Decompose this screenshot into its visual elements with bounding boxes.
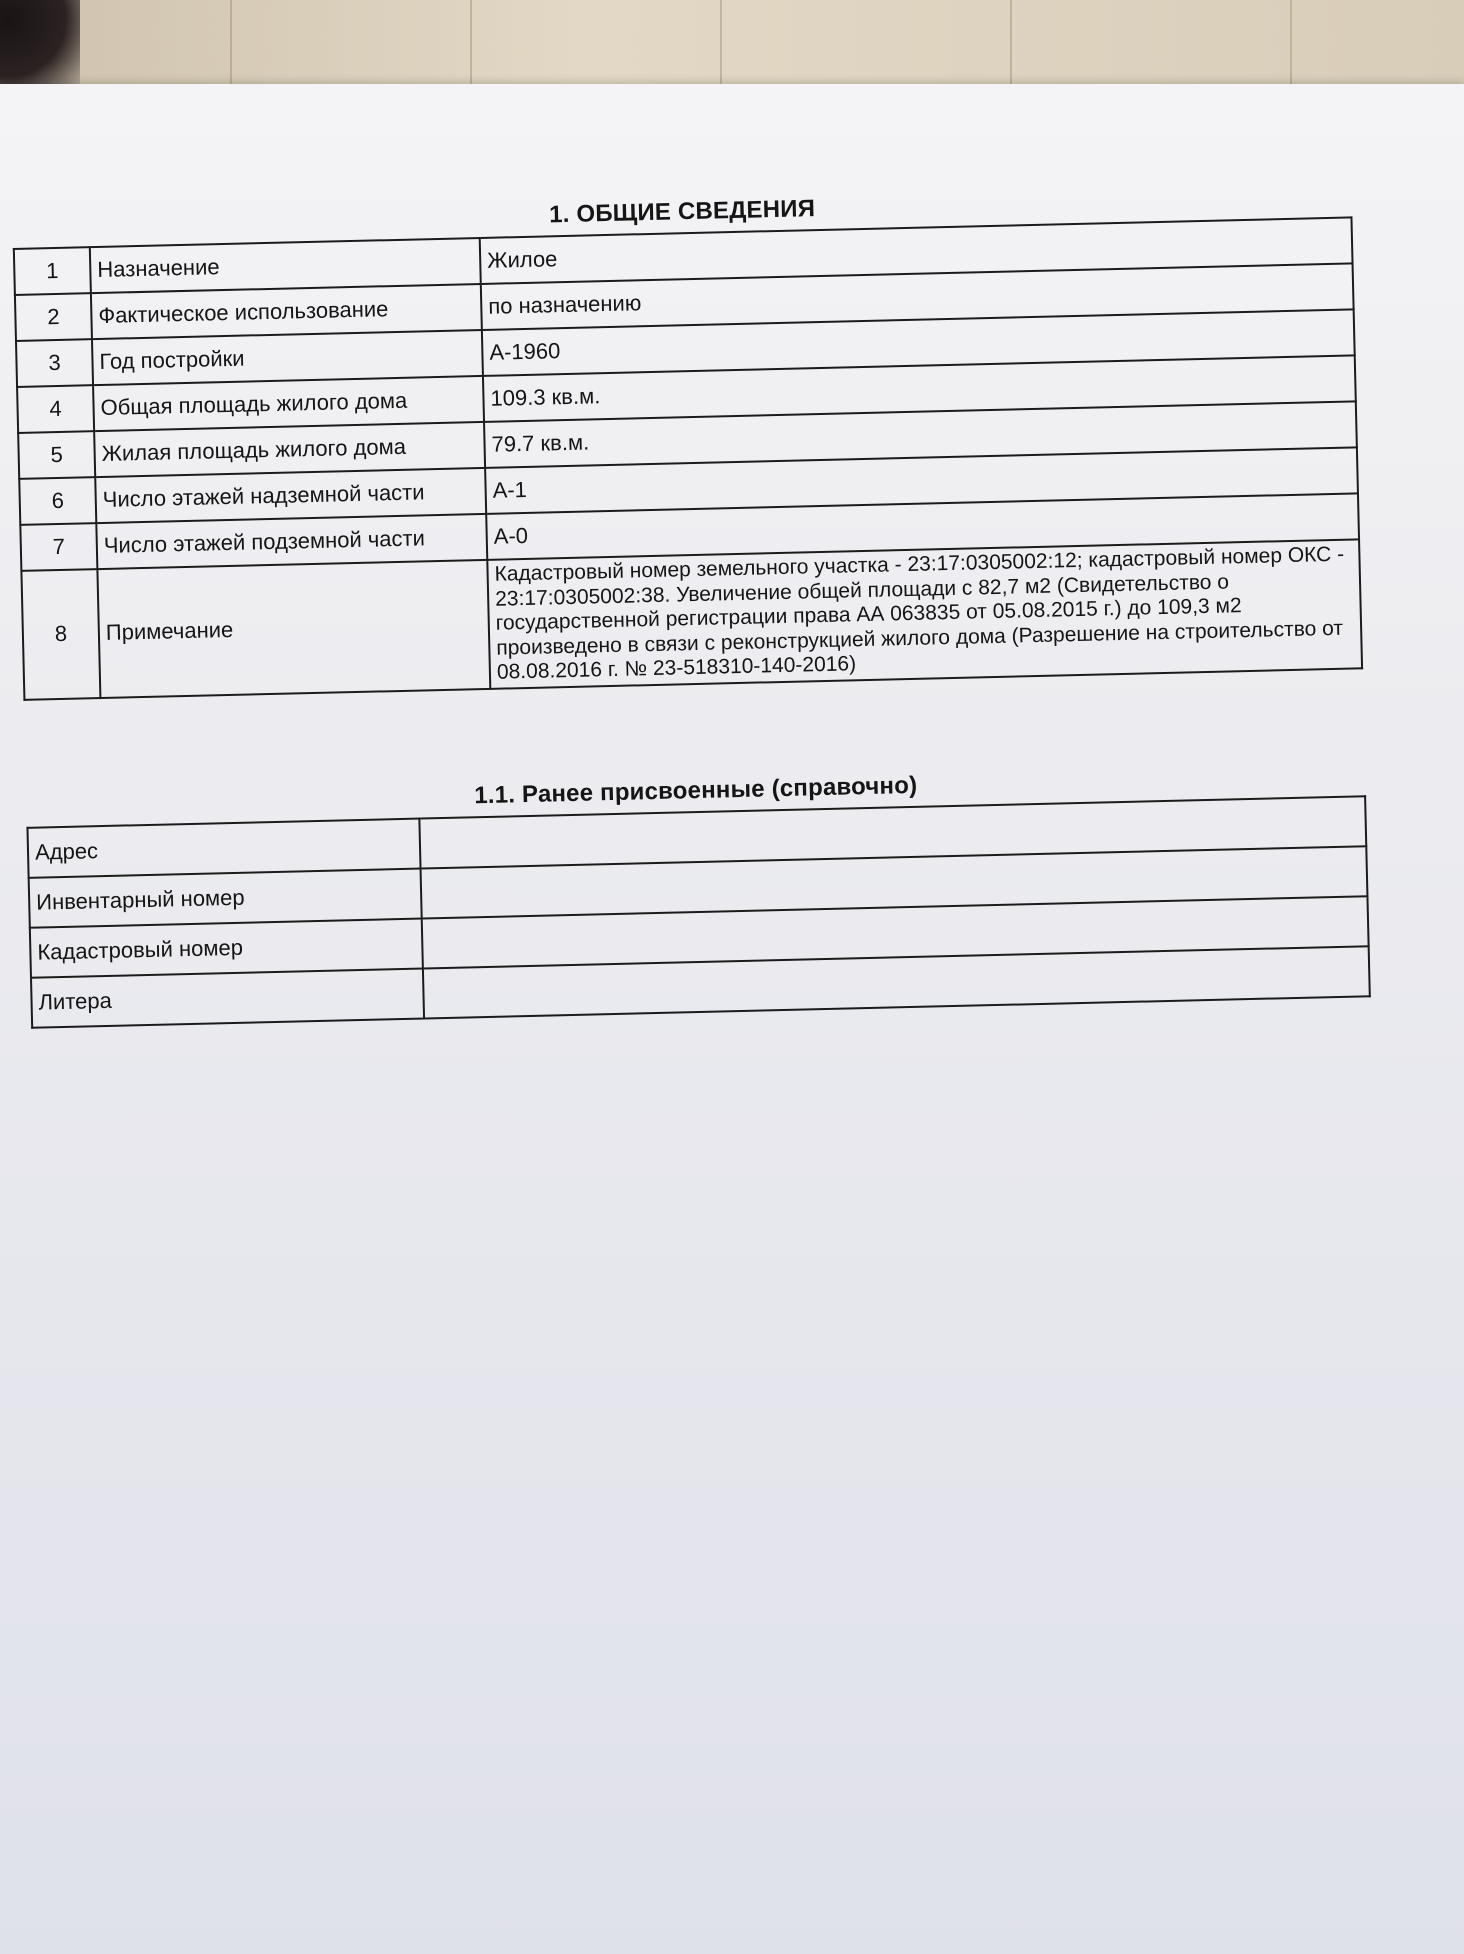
row-label: Примечание bbox=[97, 560, 490, 698]
row-number: 2 bbox=[15, 293, 92, 341]
row-value: 109.3 кв.м. bbox=[483, 355, 1356, 422]
row-label: Число этажей надземной части bbox=[95, 468, 486, 523]
row-label: Литера bbox=[31, 968, 424, 1027]
row-label: Инвентарный номер bbox=[29, 868, 422, 927]
row-value: 79.7 кв.м. bbox=[484, 401, 1357, 468]
row-value: А-1 bbox=[485, 447, 1358, 514]
row-number: 4 bbox=[17, 385, 94, 433]
row-number: 7 bbox=[20, 523, 97, 571]
row-number: 8 bbox=[21, 569, 100, 700]
row-value: по назначению bbox=[481, 263, 1354, 330]
row-value: А-1960 bbox=[482, 309, 1355, 376]
note-text: Кадастровый номер земельного участка - 23:17:0305002:12; кадастровый номер ОКС - 23:17:0305002:38. Увеличение общей площади с 82,7 м2 (Свидетельство о государственной регистрации права АА 063835 от 05.08.2015 г.) до 109,3 м2 произведено в связи с реконструкцией жилого дома (Разрешение на строительство от 08.08.2016 г. № 23-518310-140-2016) bbox=[487, 539, 1362, 688]
row-label: Назначение bbox=[90, 238, 481, 293]
row-label: Год постройки bbox=[92, 330, 483, 385]
row-label: Число этажей подземной части bbox=[96, 514, 487, 569]
paper-sheet bbox=[0, 84, 1464, 1954]
dark-object bbox=[0, 0, 80, 95]
row-number: 1 bbox=[14, 247, 91, 295]
row-value: Жилое bbox=[480, 217, 1353, 284]
row-label: Фактическое использование bbox=[91, 284, 482, 339]
row-number: 6 bbox=[19, 477, 96, 525]
row-number: 3 bbox=[16, 339, 93, 387]
row-label: Жилая площадь жилого дома bbox=[94, 422, 485, 477]
section-title-previous: 1.1. Ранее присвоенные (справочно) bbox=[473, 771, 918, 810]
general-info-table bbox=[13, 216, 1363, 700]
row-label: Общая площадь жилого дома bbox=[93, 376, 484, 431]
document-content bbox=[12, 182, 1371, 1028]
row-value: А-0 bbox=[486, 493, 1359, 560]
row-label: Адрес bbox=[27, 818, 420, 877]
row-number: 5 bbox=[18, 431, 95, 479]
row-label: Кадастровый номер bbox=[30, 918, 423, 977]
section-title-general: 1. ОБЩИЕ СВЕДЕНИЯ bbox=[548, 195, 816, 229]
previous-ids-table bbox=[26, 795, 1370, 1029]
